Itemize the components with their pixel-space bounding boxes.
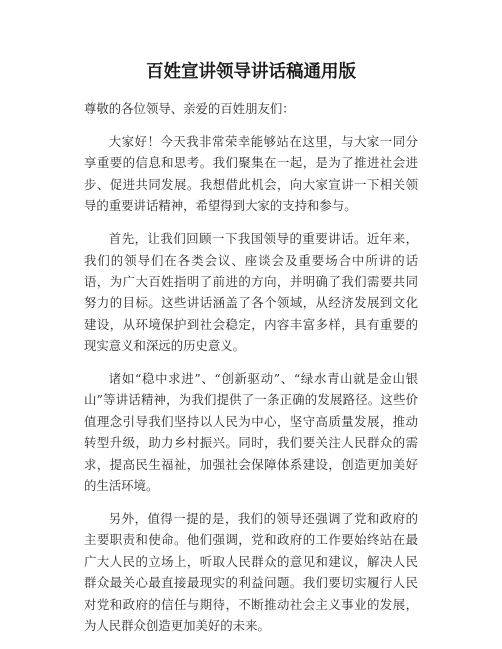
paragraph-4: 另外，值得一提的是，我们的领导还强调了党和政府的主要职责和使命。他们强调，党和政府的工作要始终站在最广大人民的立场上，听取人民群众的意见和建议，解决人民群众最关心最直接最现实的利益问题。我们要切实履行人民对党和政府的信任与期待，不断推动社会主义事业的发展，为人民群众创造更加美好的未来。 xyxy=(84,511,418,634)
paragraph-1: 大家好！今天我非常荣幸能够站在这里，与大家一同分享重要的信息和思考。我们聚集在一起，是为了推进社会进步、促进共同发展。我想借此机会，向大家宣讲一下相关领导的重要讲话精神，希望得到大家的支持和参与。 xyxy=(84,134,418,214)
paragraph-2: 首先，让我们回顾一下我国领导的重要讲话。近年来，我们的领导们在各类会议、座谈会及重要场合中所讲的话语，为广大百姓指明了前进的方向，并明确了我们需要共同努力的目标。这些讲话涵盖了各个领域，从经济发展到文化建设，从环境保护到社会稳定，内容丰富多样，具有重要的现实意义和深远的历史意义。 xyxy=(84,231,418,354)
salutation: 尊敬的各位领导、亲爱的百姓朋友们： xyxy=(84,101,295,116)
paragraph-3: 诸如“稳中求进”、“创新驱动”、“绿水青山就是金山银山”等讲话精神，为我们提供了一条正确的发展路径。这些价值理念引导我们坚持以人民为中心，坚守高质量发展，推动转型升级，助力乡村振兴。同时，我们要关注人民群众的需求，提高民生福祉，加强社会保障体系建设，创造更加美好的生活环境。 xyxy=(84,371,418,494)
document-title: 百姓宣讲领导讲话稿通用版 xyxy=(146,62,356,82)
